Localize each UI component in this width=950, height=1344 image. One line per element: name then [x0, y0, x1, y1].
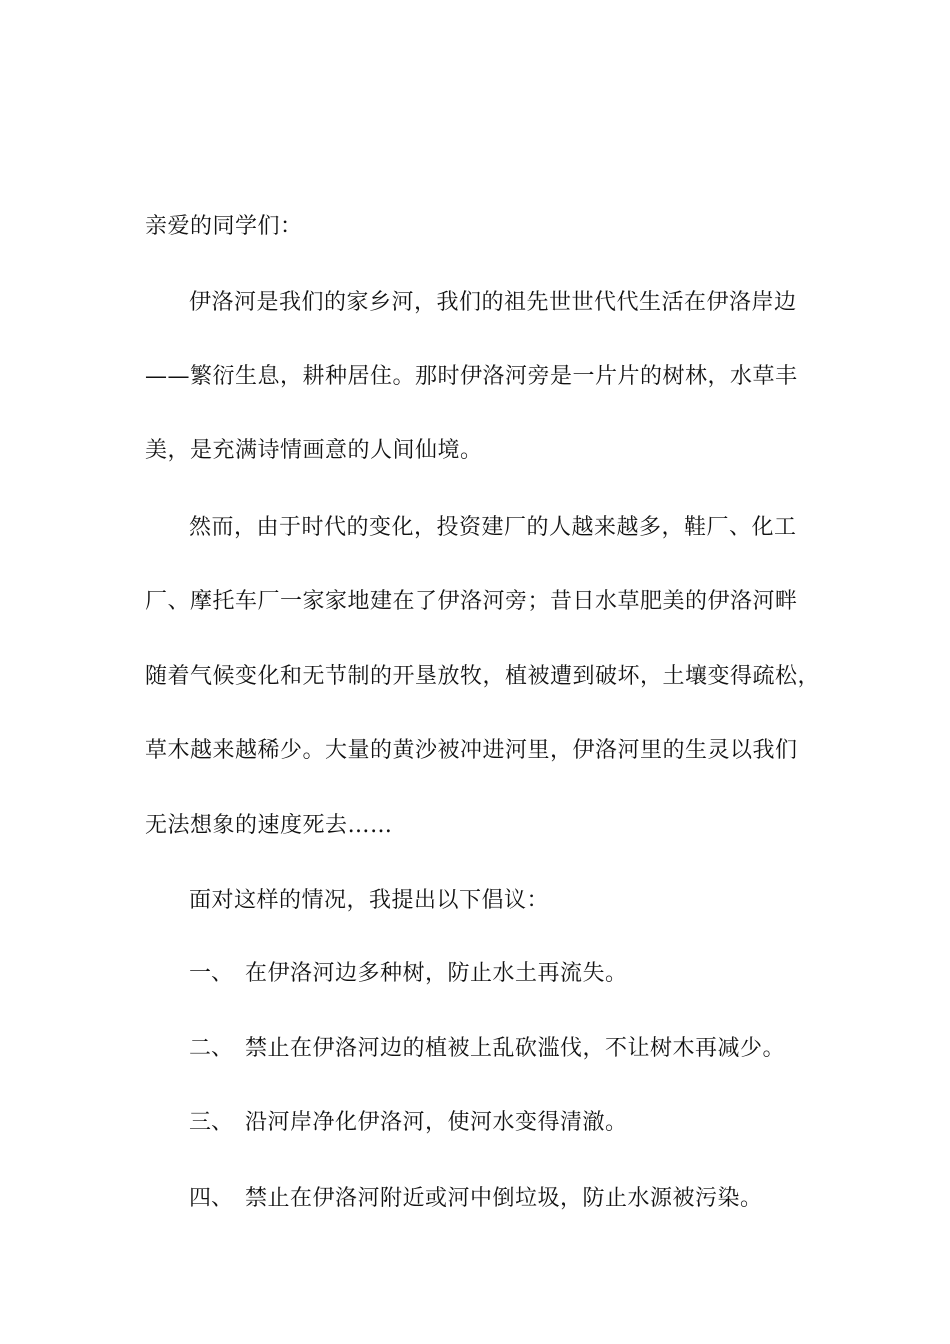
- proposal-number: 二、: [189, 1036, 234, 1061]
- paragraph-2-line-1: 然而，由于时代的变化，投资建厂的人越来越多，鞋厂、化工: [189, 515, 797, 540]
- proposal-number: 四、: [189, 1186, 234, 1211]
- paragraph-2-line-3: 随着气候变化和无节制的开垦放牧，植被遭到破坏，土壤变得疏松，: [145, 664, 821, 689]
- paragraph-1-line-3: 美，是充满诗情画意的人间仙境。: [145, 438, 483, 463]
- proposal-text: 沿河岸净化伊洛河，使河水变得清澈。: [245, 1110, 628, 1135]
- paragraph-3-line-1: 面对这样的情况，我提出以下倡议：: [189, 888, 550, 913]
- paragraph-2-line-2: 厂、摩托车厂一家家地建在了伊洛河旁；昔日水草肥美的伊洛河畔: [145, 589, 798, 614]
- paragraph-1-line-1: 伊洛河是我们的家乡河，我们的祖先世世代代生活在伊洛岸边: [189, 290, 797, 315]
- greeting: 亲爱的同学们：: [145, 214, 303, 239]
- paragraph-2-line-5: 无法想象的速度死去……: [145, 813, 393, 838]
- proposal-text: 禁止在伊洛河边的植被上乱砍滥伐，不让树木再减少。: [245, 1036, 786, 1061]
- proposal-number: 一、: [189, 961, 234, 986]
- paragraph-1-line-2: ——繁衍生息，耕种居住。那时伊洛河旁是一片片的树林，水草丰: [145, 364, 798, 389]
- proposal-number: 三、: [189, 1110, 234, 1135]
- paragraph-2-line-4: 草木越来越稀少。大量的黄沙被冲进河里，伊洛河里的生灵以我们: [145, 738, 798, 763]
- proposal-text: 在伊洛河边多种树，防止水土再流失。: [245, 961, 628, 986]
- proposal-text: 禁止在伊洛河附近或河中倒垃圾，防止水源被污染。: [245, 1186, 763, 1211]
